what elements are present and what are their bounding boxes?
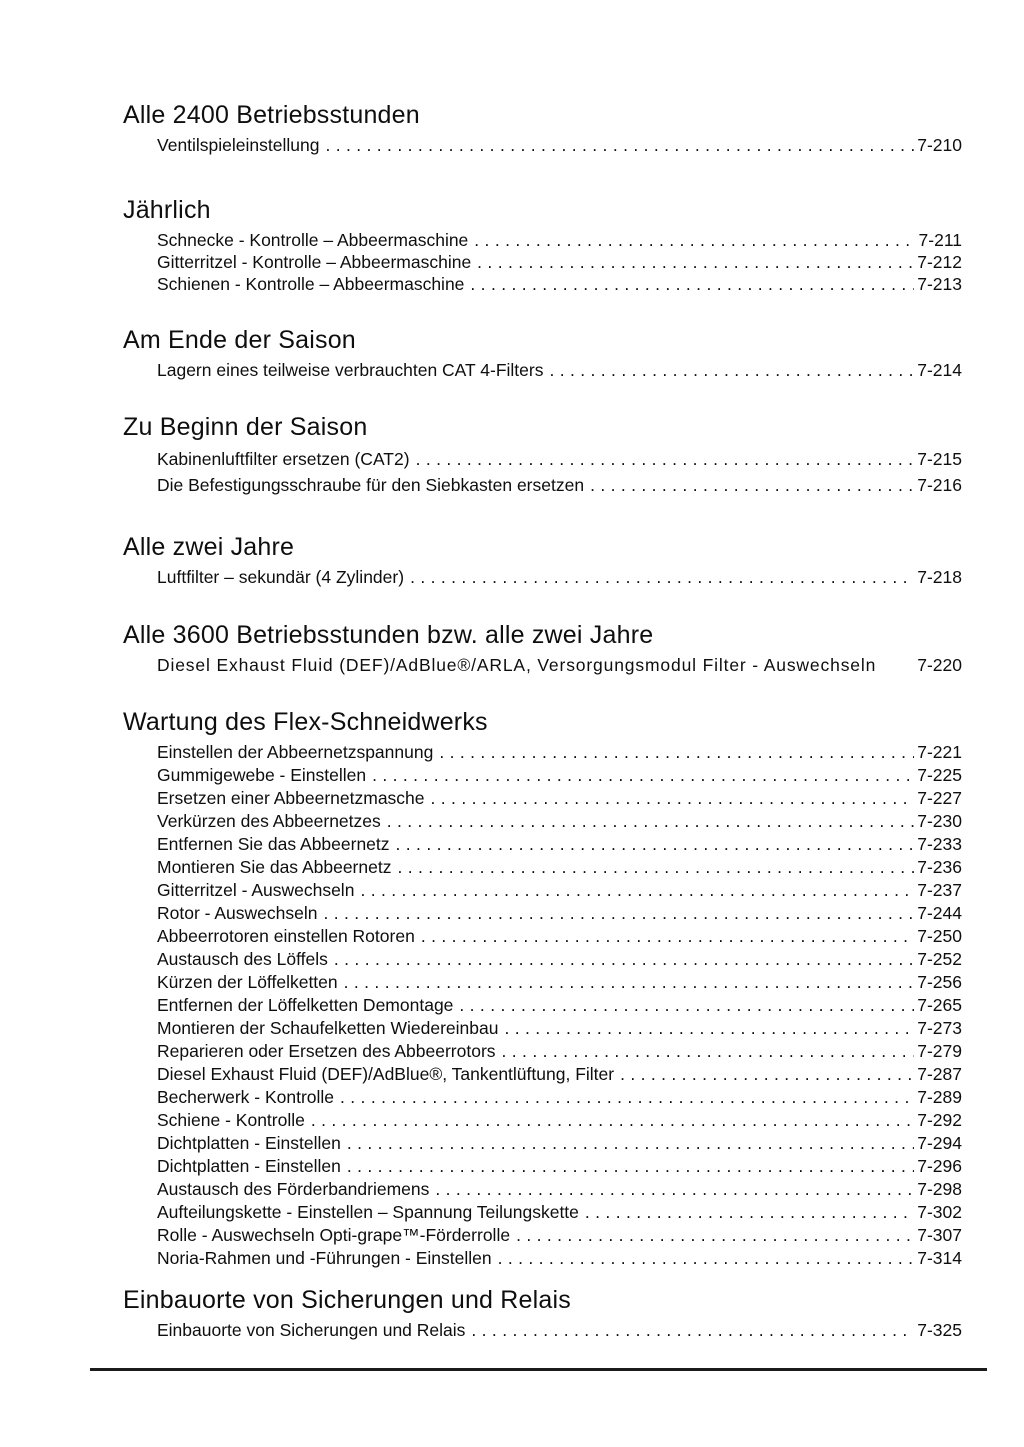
toc-entry-page: 7-314 [917, 1248, 962, 1268]
dot-leader [410, 446, 915, 472]
toc-entry-title: Noria-Rahmen und -Führungen - Einstellen [157, 1248, 492, 1268]
dot-leader [391, 856, 914, 879]
toc-entry-title: Schiene - Kontrolle [157, 1110, 305, 1130]
toc-entry [123, 1040, 962, 1063]
toc-entry-title: Aufteilungskette - Einstellen – Spannung Teilungskette [157, 1202, 579, 1222]
toc-entry-page: 7-216 [917, 475, 962, 495]
dot-leader [584, 472, 914, 498]
toc-entry-page: 7-273 [917, 1018, 962, 1038]
toc-entry-title: Gummigewebe - Einstellen [157, 765, 367, 785]
toc-entry-page: 7-294 [917, 1133, 962, 1153]
toc-entry-page: 7-210 [917, 135, 962, 155]
toc-entry [123, 856, 962, 879]
toc-section-alle-zwei-jahre [123, 532, 962, 588]
toc-entry [123, 1178, 962, 1201]
toc-entry-page: 7-233 [917, 834, 962, 854]
toc-section-wartung-flex-schneidwerk [123, 707, 962, 1270]
toc-entry [123, 1319, 962, 1341]
toc-entry-title: Diesel Exhaust Fluid (DEF)/AdBlue®, Tankentlüftung, Filter [157, 1064, 615, 1084]
toc-entry [123, 787, 962, 810]
toc-entry-page: 7-225 [917, 765, 962, 785]
toc-entry-page: 7-302 [917, 1202, 962, 1222]
toc-entry-title: Kabinenluftfilter ersetzen (CAT2) [157, 449, 410, 469]
toc-entry-page: 7-214 [917, 360, 962, 380]
toc-entry-title: Einstellen der Abbeernetzspannung [157, 742, 434, 762]
toc-entry [123, 994, 962, 1017]
dot-leader [492, 1247, 915, 1270]
toc-entry-page: 7-230 [917, 811, 962, 831]
toc-entry [123, 764, 962, 787]
toc-section-alle-2400 [123, 100, 962, 156]
footer-rule [90, 1368, 987, 1371]
section-heading: Am Ende der Saison [123, 326, 356, 354]
toc-entry [123, 251, 962, 273]
toc-entry-page: 7-250 [917, 926, 962, 946]
toc-entry-page: 7-220 [917, 655, 962, 675]
toc-entry-title: Gitterritzel - Auswechseln [157, 880, 355, 900]
dot-leader [510, 1224, 914, 1247]
toc-entry-title: Einbauorte von Sicherungen und Relais [157, 1320, 466, 1340]
toc-entry [123, 1224, 962, 1247]
toc-section-jaehrlich [123, 195, 962, 295]
dot-leader [579, 1201, 914, 1224]
dot-leader [341, 1155, 914, 1178]
section-heading: Zu Beginn der Saison [123, 413, 368, 441]
toc-section-am-ende-der-saison [123, 325, 962, 381]
toc-entry-title: Gitterritzel - Kontrolle – Abbeermaschine [157, 252, 472, 272]
dot-leader [328, 948, 914, 971]
toc-entry [123, 879, 962, 902]
dot-leader [471, 251, 914, 273]
toc-entry-page: 7-211 [918, 230, 962, 250]
toc-entry [123, 925, 962, 948]
toc-entry [123, 654, 962, 676]
toc-entry-page: 7-289 [917, 1087, 962, 1107]
toc-entry-page: 7-237 [917, 880, 962, 900]
dot-leader [453, 994, 914, 1017]
toc-entry-title: Becherwerk - Kontrolle [157, 1087, 335, 1107]
toc-entry [123, 833, 962, 856]
toc-entry [123, 810, 962, 833]
dot-leader [354, 879, 914, 902]
toc-entry-page: 7-298 [917, 1179, 962, 1199]
toc-entry-page: 7-236 [917, 857, 962, 877]
toc-entry [123, 134, 962, 156]
toc-entry [123, 902, 962, 925]
toc-entry-title: Dichtplatten - Einstellen [157, 1156, 341, 1176]
toc-entry [123, 1086, 962, 1109]
toc-entry-page: 7-213 [917, 274, 962, 294]
toc-entry [123, 1109, 962, 1132]
dot-leader [496, 1040, 915, 1063]
dot-leader [366, 764, 914, 787]
section-heading: Alle 3600 Betriebsstunden bzw. alle zwei Jahre [123, 621, 654, 649]
toc-entry-title: Reparieren oder Ersetzen des Abbeerrotors [157, 1041, 496, 1061]
dot-leader [468, 229, 915, 251]
toc-entry-title: Ventilspieleinstellung [157, 135, 320, 155]
toc-entry-title: Austausch des Löffels [157, 949, 328, 969]
dot-leader [305, 1109, 914, 1132]
toc-entry [123, 359, 962, 381]
dot-leader [429, 1178, 914, 1201]
toc-entry [123, 1155, 962, 1178]
toc-entry-title: Verkürzen des Abbeernetzes [157, 811, 381, 831]
toc-entry-page: 7-296 [917, 1156, 962, 1176]
toc-entry-title: Entfernen Sie das Abbeernetz [157, 834, 390, 854]
toc-entry-title: Rotor - Auswechseln [157, 903, 318, 923]
toc-entry-page: 7-279 [917, 1041, 962, 1061]
dot-leader [381, 810, 914, 833]
toc-entry-page: 7-325 [917, 1320, 962, 1340]
toc-entry-page: 7-215 [917, 449, 962, 469]
dot-leader [498, 1017, 914, 1040]
toc-entry-title: Kürzen der Löffelketten [157, 972, 338, 992]
dot-leader [319, 134, 914, 156]
toc-entry-page: 7-221 [917, 742, 962, 762]
toc-entry-page: 7-307 [917, 1225, 962, 1245]
toc-entry-page: 7-256 [917, 972, 962, 992]
toc-entry-page: 7-265 [917, 995, 962, 1015]
toc-entry-page: 7-252 [917, 949, 962, 969]
toc-entry-page: 7-292 [917, 1110, 962, 1130]
dot-leader [415, 925, 914, 948]
toc-entry-title: Die Befestigungsschraube für den Siebkasten ersetzen [157, 475, 585, 495]
dot-leader [433, 741, 914, 764]
section-heading: Alle zwei Jahre [123, 533, 295, 561]
dot-leader [404, 566, 914, 588]
toc-entry [123, 1132, 962, 1155]
toc-entry-page: 7-218 [917, 567, 962, 587]
toc-section-zu-beginn-der-saison [123, 412, 962, 498]
toc-entry-title: Rolle - Auswechseln Opti-grape™-Förderrolle [157, 1225, 511, 1245]
dot-leader [390, 833, 915, 856]
dot-leader [465, 1319, 914, 1341]
toc-entry [123, 446, 962, 472]
toc-entry-title: Luftfilter – sekundär (4 Zylinder) [157, 567, 405, 587]
dot-leader [338, 971, 915, 994]
dot-leader [543, 359, 914, 381]
toc-entry [123, 273, 962, 295]
toc-entry [123, 741, 962, 764]
dot-leader [614, 1063, 914, 1086]
section-heading: Einbauorte von Sicherungen und Relais [123, 1286, 571, 1314]
dot-leader [464, 273, 914, 295]
toc-entry-title: Schnecke - Kontrolle – Abbeermaschine [157, 230, 469, 250]
toc-entry-page: 7-227 [917, 788, 962, 808]
section-heading: Alle 2400 Betriebsstunden [123, 101, 420, 129]
toc-entry-page: 7-212 [917, 252, 962, 272]
toc-entry [123, 1247, 962, 1270]
toc-entry-title: Schienen - Kontrolle – Abbeermaschine [157, 274, 465, 294]
dot-leader [425, 787, 915, 810]
dot-leader [341, 1132, 914, 1155]
toc-entry-title: Abbeerrotoren einstellen Rotoren [157, 926, 415, 946]
toc-entry [123, 1063, 962, 1086]
section-heading: Jährlich [123, 196, 211, 224]
dot-leader [334, 1086, 914, 1109]
toc-entry [123, 948, 962, 971]
toc-entry [123, 1017, 962, 1040]
toc-section-alle-3600 [123, 620, 962, 676]
toc-entry-title: Montieren der Schaufelketten Wiedereinbau [157, 1018, 499, 1038]
toc-entry-title: Austausch des Förderbandriemens [157, 1179, 430, 1199]
section-heading: Wartung des Flex-Schneidwerks [123, 708, 488, 736]
toc-entry [123, 1201, 962, 1224]
toc-entry [123, 472, 962, 498]
toc-entry [123, 229, 962, 251]
toc-entry-title: Lagern eines teilweise verbrauchten CAT 4-Filters [157, 360, 544, 380]
toc-entry-page: 7-287 [917, 1064, 962, 1084]
toc-entry-title: Dichtplatten - Einstellen [157, 1133, 341, 1153]
dot-leader [318, 902, 915, 925]
toc-section-einbauorte [123, 1285, 962, 1341]
toc-entry [123, 971, 962, 994]
toc-entry-title: Montieren Sie das Abbeernetz [157, 857, 392, 877]
toc-entry-page: 7-244 [917, 903, 962, 923]
toc-entry [123, 566, 962, 588]
toc-entry-title: Diesel Exhaust Fluid (DEF)/AdBlue®/ARLA, Versorgungsmodul Filter - Auswechseln [157, 655, 877, 675]
toc-entry-title: Ersetzen einer Abbeernetzmasche [157, 788, 425, 808]
toc-entry-title: Entfernen der Löffelketten Demontage [157, 995, 454, 1015]
